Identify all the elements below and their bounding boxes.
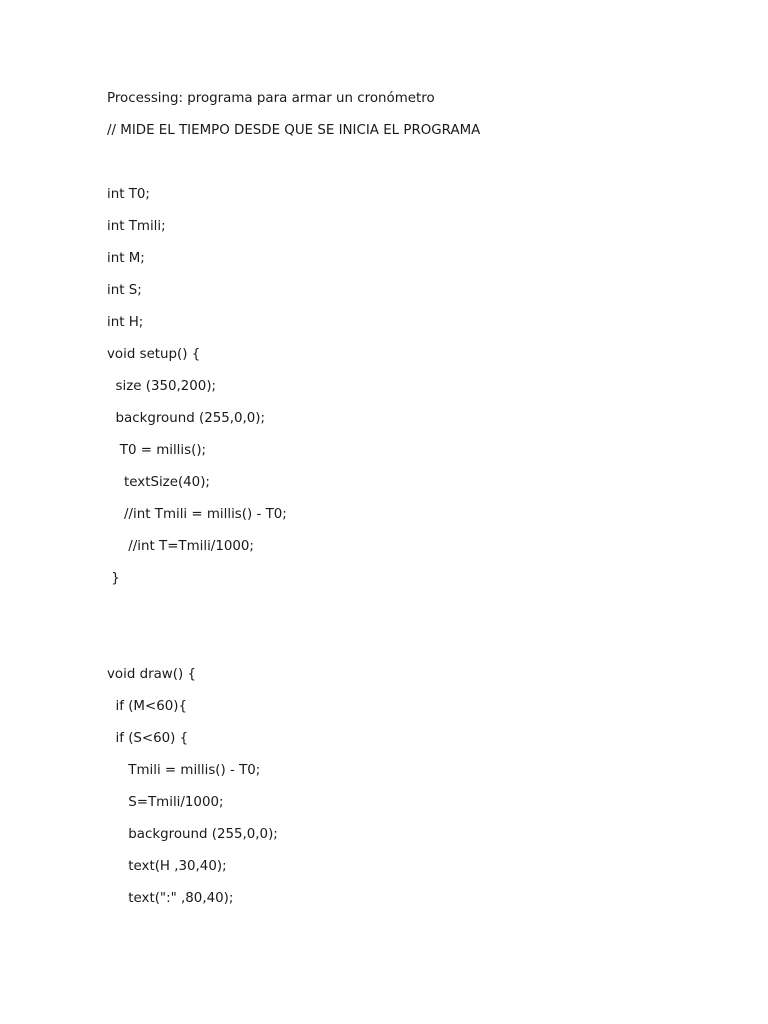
code-line: //int Tmili = millis() - T0;: [107, 507, 287, 522]
code-line: //int T=Tmili/1000;: [107, 539, 254, 554]
code-line: text(H ,30,40);: [107, 859, 227, 874]
code-line: void setup() {: [107, 347, 201, 362]
code-line: int S;: [107, 283, 142, 298]
code-line: int M;: [107, 251, 145, 266]
code-line: int Tmili;: [107, 219, 166, 234]
code-line: T0 = millis();: [107, 443, 207, 458]
code-line: if (S<60) {: [107, 731, 189, 746]
code-line: Tmili = millis() - T0;: [107, 763, 261, 778]
header-comment: // MIDE EL TIEMPO DESDE QUE SE INICIA EL PROGRAMA: [107, 123, 481, 138]
code-line: int T0;: [107, 187, 150, 202]
code-line: }: [107, 571, 120, 586]
code-line: background (255,0,0);: [107, 827, 278, 842]
code-line: background (255,0,0);: [107, 411, 266, 426]
code-line: textSize(40);: [107, 475, 210, 490]
code-line: text(":" ,80,40);: [107, 891, 234, 906]
code-line: void draw() {: [107, 667, 196, 682]
code-line: size (350,200);: [107, 379, 217, 394]
code-line: S=Tmili/1000;: [107, 795, 224, 810]
code-line: int H;: [107, 315, 144, 330]
code-line: if (M<60){: [107, 699, 187, 714]
document-title: Processing: programa para armar un cronómetro: [107, 91, 435, 106]
